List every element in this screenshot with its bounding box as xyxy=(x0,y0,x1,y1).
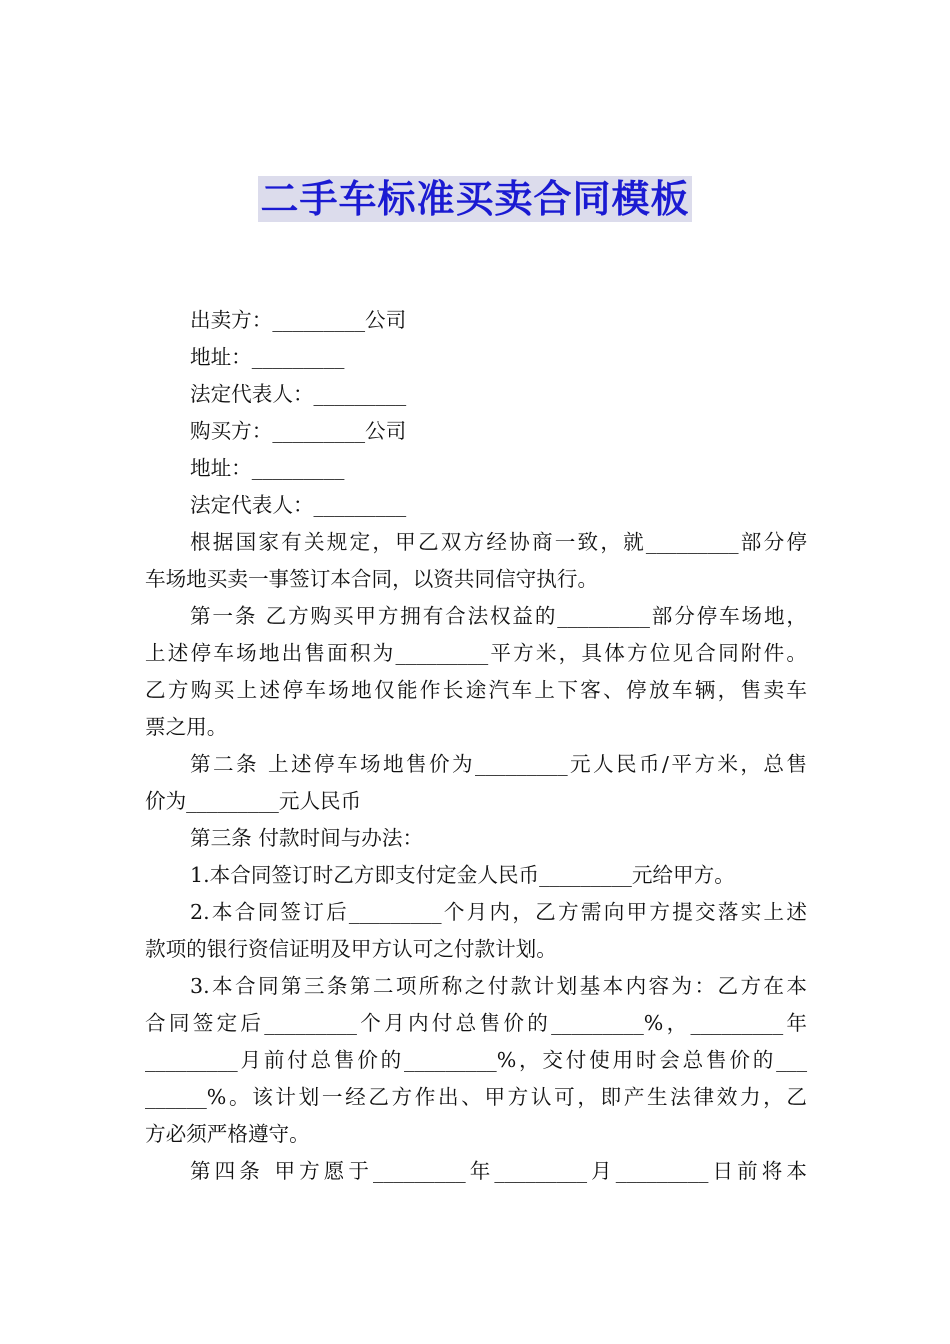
contract-line: 车场地买卖一事签订本合同，以资共同信守执行。 xyxy=(145,567,599,591)
contract-line: 购买方：_________公司 xyxy=(190,419,407,443)
contract-line: 第四条 甲方愿于_________年_________月_________日前将本 xyxy=(190,1159,807,1183)
contract-line: 根据国家有关规定，甲乙双方经协商一致，就_________部分停 xyxy=(190,530,807,554)
contract-line: 价为_________元人民币 xyxy=(145,789,362,813)
contract-line: 地址：_________ xyxy=(190,456,345,480)
contract-line: 合同签定后_________个月内付总售价的_________%，_________年 xyxy=(145,1011,807,1035)
contract-line: 地址：_________ xyxy=(190,345,345,369)
contract-line: 3.本合同第三条第二项所称之付款计划基本内容为：乙方在本 xyxy=(190,974,807,998)
contract-line: _________月前付总售价的_________%，交付使用时会总售价的___ xyxy=(145,1048,807,1072)
contract-line: 乙方购买上述停车场地仅能作长途汽车上下客、停放车辆，售卖车 xyxy=(145,678,807,702)
contract-line: 票之用。 xyxy=(145,715,228,739)
contract-line: 上述停车场地出售面积为_________平方米，具体方位见合同附件。 xyxy=(145,641,807,665)
contract-line: 1.本合同签订时乙方即支付定金人民币_________元给甲方。 xyxy=(190,863,735,887)
contract-line: 出卖方：_________公司 xyxy=(190,308,407,332)
contract-line: 法定代表人：_________ xyxy=(190,493,407,517)
contract-line: 第二条 上述停车场地售价为_________元人民币/平方米，总售 xyxy=(190,752,807,776)
contract-body xyxy=(145,302,807,1190)
contract-line: 2.本合同签订后_________个月内，乙方需向甲方提交落实上述 xyxy=(190,900,807,924)
contract-line: 第一条 乙方购买甲方拥有合法权益的_________部分停车场地， xyxy=(190,604,807,628)
contract-line: 第三条 付款时间与办法： xyxy=(190,826,424,850)
document-title: 二手车标准买卖合同模板 xyxy=(260,177,690,221)
contract-line: 法定代表人：_________ xyxy=(190,382,407,406)
title-area xyxy=(0,176,950,222)
contract-line: ______%。该计划一经乙方作出、甲方认可，即产生法律效力，乙 xyxy=(145,1085,807,1109)
contract-line: 款项的银行资信证明及甲方认可之付款计划。 xyxy=(145,937,557,961)
contract-line: 方必须严格遵守。 xyxy=(145,1122,310,1146)
